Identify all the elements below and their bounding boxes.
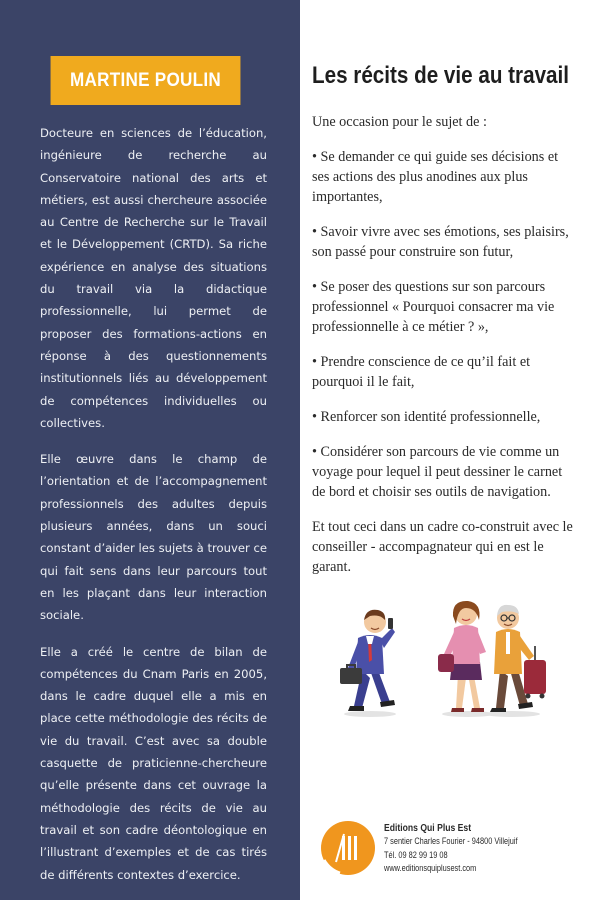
author-name: MARTINE POULIN [69, 69, 222, 91]
summary-point: • Renforcer son identité professionnelle, [312, 409, 541, 425]
publisher-name: Editions Qui Plus Est [384, 822, 472, 834]
book-summary [312, 112, 578, 577]
publisher-address: 7 sentier Charles Fourier - 94800 Villejuif [384, 836, 518, 847]
summary-point: • Prendre conscience de ce qu’il fait et pourquoi il le fait, [312, 354, 531, 390]
publisher-logo-icon [320, 820, 376, 876]
bio-paragraph: Elle a créé le centre de bilan de compétences du Cnam Paris en 2005, dans le cadre duquel elle a mis en place cette méthodologie des récits de vie du travail. C’est avec sa double casquette de praticienne-chercheure qu’elle présente dans cet ouvrage la méthodologie des récits de vie au travail et son cadre déontologique en l’illustrant d’exemples et de cas tirés de différents contextes d’exercice. [40, 644, 267, 882]
summary-list [312, 147, 578, 502]
summary-outro: Et tout ceci dans un cadre co-construit avec le conseiller - accompagnateur qui en est le garant. [312, 519, 573, 575]
publisher-info [384, 822, 556, 876]
summary-point: • Considérer son parcours de vie comme un voyage pour lequel il peut dessiner le carnet de bord et choisir ses outils de navigation. [312, 444, 563, 500]
bio-paragraph: Elle œuvre dans le champ de l’orientation et de l’accompagnement professionnels des adultes depuis plusieurs années, dans un souci constant d’aider les sujets à trouver ce qui fait sens dans leur parcours tout en les plaçant dans leur interaction sociale. [40, 452, 267, 623]
summary-point: • Se demander ce qui guide ses décisions et ses actions des plus anodines aux plus importantes, [312, 149, 559, 205]
business-travelers-illustration [340, 598, 570, 718]
author-biography [40, 122, 267, 886]
summary-point: • Savoir vivre avec ses émotions, ses plaisirs, son passé pour construire son futur, [312, 224, 569, 260]
man-with-suitcase-figure [484, 605, 546, 717]
publisher-block [320, 818, 590, 890]
back-cover-right-panel [300, 0, 600, 900]
summary-point: • Se poser des questions sur son parcours professionnel « Pourquoi consacrer ma vie professionnelle à ce métier ? », [312, 279, 555, 335]
summary-intro: Une occasion pour le sujet de : [312, 114, 487, 130]
publisher-website[interactable]: www.editionsquiplusest.com [384, 863, 477, 874]
bio-paragraph: Docteure en sciences de l’éducation, ingénieure de recherche au Conservatoire national des arts et métiers, est aussi chercheure associée au Centre de Recherche sur le Travail et le Développement (CRTD). Sa riche expérience en analyse des situations du travail via la didactique professionnelle, lui permet de proposer des formations-actions en réponse à des questionnements institutionnels liés au développement de compétences individuelles ou collectives. [40, 126, 267, 430]
book-title: Les récits de vie au travail [312, 62, 569, 89]
author-name-banner [51, 56, 241, 105]
woman-traveler-figure [438, 601, 494, 717]
man-on-phone-figure [340, 610, 396, 717]
publisher-phone: Tél. 09 82 99 19 08 [384, 849, 448, 860]
